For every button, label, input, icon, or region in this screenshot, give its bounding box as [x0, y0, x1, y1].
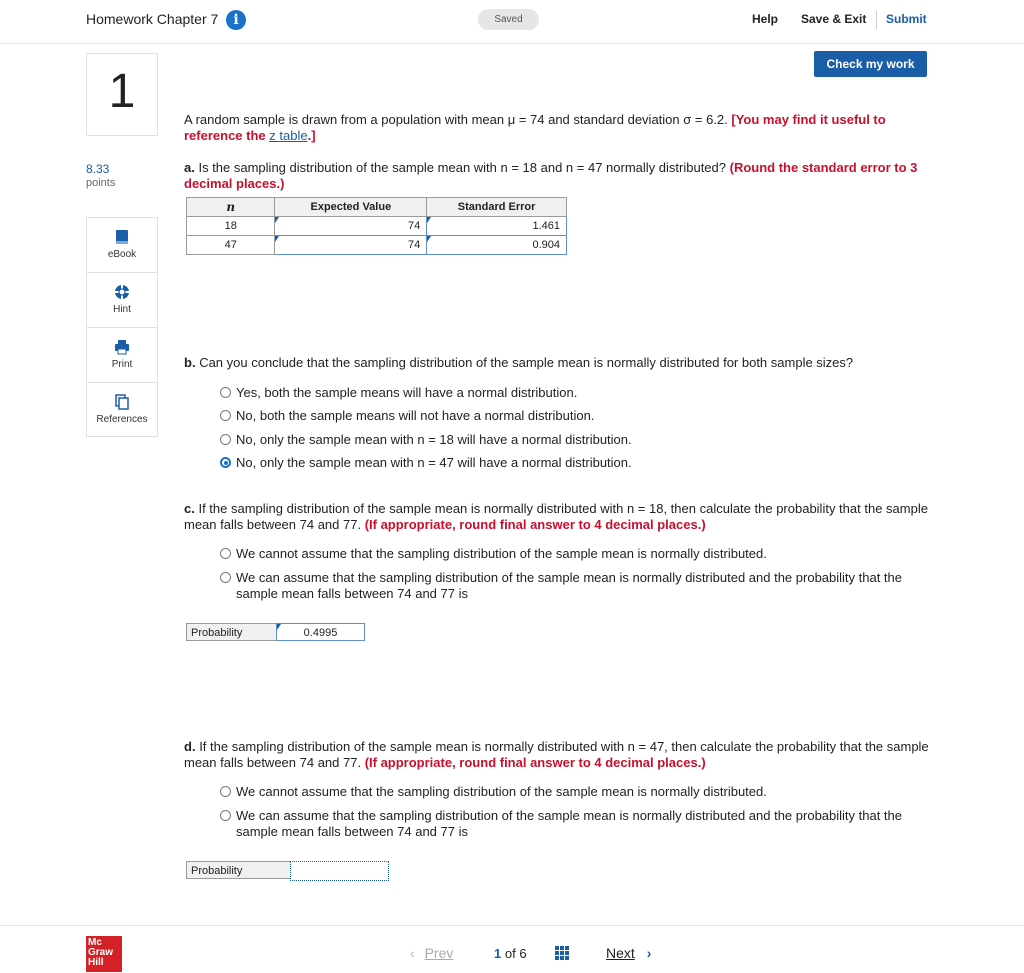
info-icon[interactable]: i: [226, 10, 246, 30]
book-icon[interactable]: [114, 229, 130, 245]
part-a-note: (Round the standard error to 3 decimal places.): [184, 160, 918, 191]
part-d-question: [184, 739, 929, 771]
print-tool[interactable]: Print: [111, 359, 133, 370]
column-header-expected-value: Expected Value: [275, 198, 427, 217]
part-d-option-2-radio[interactable]: [220, 810, 231, 821]
tool-divider: [86, 327, 158, 328]
part-a-table: [186, 197, 567, 255]
page-indicator: [494, 946, 527, 961]
points-value: 8.33: [86, 162, 110, 176]
saved-status-badge: Saved: [478, 9, 539, 30]
part-d-option-1-radio[interactable]: [220, 786, 231, 797]
expected-value-input[interactable]: 74: [275, 217, 427, 236]
save-exit-link[interactable]: Save & Exit: [801, 12, 867, 26]
page-current: 1: [494, 946, 502, 961]
part-b-option-2-radio[interactable]: [220, 410, 231, 421]
intro-note-suffix: .]: [307, 128, 316, 143]
part-c-option-2-label[interactable]: We can assume that the sampling distribution of the sample mean is normally distributed and the probability that the sample mean falls between 74 and 77 is: [236, 570, 903, 601]
intro-text: A random sample is drawn from a population with mean μ = 74 and standard deviation σ = 6.2.: [184, 112, 732, 127]
part-c-note: (If appropriate, round final answer to 4 decimal places.): [364, 517, 706, 532]
part-c-question: [184, 501, 929, 533]
hint-tool[interactable]: Hint: [113, 304, 131, 315]
part-d-probability-input[interactable]: [290, 861, 389, 881]
part-b-option-4-radio-selected[interactable]: [220, 457, 231, 468]
mcgraw-hill-logo: Mc Graw Hill: [86, 936, 122, 972]
part-a-question: [184, 160, 934, 192]
part-c-option-2-radio[interactable]: [220, 572, 231, 583]
part-d-prefix: d.: [184, 739, 196, 754]
part-d-text: If the sampling distribution of the sample mean is normally distributed with n = 47, then calculate the probability that the sample mean falls between 74 and 77.: [184, 739, 929, 770]
header-divider: [876, 11, 877, 29]
intro-note-prefix: [You may find it useful to reference the: [184, 112, 886, 143]
part-b-option-4-label[interactable]: No, only the sample mean with n = 47 will have a normal distribution.: [236, 455, 632, 470]
prev-button[interactable]: [410, 945, 453, 961]
tool-divider: [86, 272, 158, 273]
table-row: [187, 236, 567, 255]
z-table-link[interactable]: z table: [269, 128, 308, 143]
part-b-option-2-label[interactable]: No, both the sample means will not have a normal distribution.: [236, 408, 595, 423]
table-header-row: [187, 198, 567, 217]
part-c-probability-input[interactable]: 0.4995: [276, 623, 365, 641]
part-b-question: [184, 355, 934, 371]
part-c-probability-label: Probability: [186, 623, 277, 641]
part-d-probability-label: Probability: [186, 861, 291, 879]
copy-pages-icon[interactable]: [114, 394, 130, 410]
grid-icon[interactable]: [555, 946, 569, 960]
part-b-prefix: b.: [184, 355, 196, 370]
question-intro: [184, 112, 934, 144]
references-tool[interactable]: References: [96, 414, 148, 425]
prev-label: Prev: [424, 945, 454, 961]
standard-error-input[interactable]: 1.461: [427, 217, 567, 236]
submit-link[interactable]: Submit: [886, 12, 927, 26]
help-link[interactable]: Help: [752, 12, 779, 26]
chevron-right-icon: ›: [646, 945, 652, 961]
assignment-title: Homework Chapter 7: [86, 11, 219, 27]
page-of: of: [504, 946, 516, 961]
printer-icon[interactable]: [114, 339, 130, 355]
part-d-option-2-label[interactable]: We can assume that the sampling distribution of the sample mean is normally distributed and the probability that the sample mean falls between 74 and 77 is: [236, 808, 903, 839]
lifebuoy-icon[interactable]: [114, 284, 130, 300]
part-c-text: If the sampling distribution of the sample mean is normally distributed with n = 18, then calculate the probability that the sample mean falls between 74 and 77.: [184, 501, 928, 532]
chevron-left-icon: ‹: [410, 945, 415, 961]
expected-value-input[interactable]: 74: [275, 236, 427, 255]
next-label: Next: [606, 945, 635, 961]
part-b-option-3-radio[interactable]: [220, 434, 231, 445]
ebook-tool[interactable]: eBook: [107, 249, 137, 260]
part-d-option-1-label[interactable]: We cannot assume that the sampling distribution of the sample mean is normally distributed.: [236, 784, 767, 799]
part-c-option-1-radio[interactable]: [220, 548, 231, 559]
part-a-prefix: a.: [184, 160, 195, 175]
table-row: [187, 217, 567, 236]
check-my-work-button[interactable]: Check my work: [814, 51, 927, 77]
standard-error-input[interactable]: 0.904: [427, 236, 567, 255]
points-label: points: [86, 177, 116, 189]
part-c-option-1-label[interactable]: We cannot assume that the sampling distribution of the sample mean is normally distributed.: [236, 546, 767, 561]
part-b-option-3-label[interactable]: No, only the sample mean with n = 18 will have a normal distribution.: [236, 432, 632, 447]
next-button[interactable]: [606, 945, 651, 961]
n-cell: 47: [187, 236, 275, 255]
tool-divider: [86, 382, 158, 383]
part-a-text: Is the sampling distribution of the sample mean with n = 18 and n = 47 normally distributed?: [198, 160, 730, 175]
part-b-text: Can you conclude that the sampling distribution of the sample mean is normally distributed for both sample sizes?: [199, 355, 854, 370]
part-b-option-1-label[interactable]: Yes, both the sample means will have a normal distribution.: [236, 385, 578, 400]
part-d-note: (If appropriate, round final answer to 4 decimal places.): [364, 755, 706, 770]
n-cell: 18: [187, 217, 275, 236]
page-total: 6: [519, 946, 527, 961]
part-c-prefix: c.: [184, 501, 195, 516]
column-header-standard-error: Standard Error: [427, 198, 567, 217]
question-number: 1: [108, 65, 136, 118]
column-header-n: n: [187, 198, 275, 217]
part-b-option-1-radio[interactable]: [220, 387, 231, 398]
